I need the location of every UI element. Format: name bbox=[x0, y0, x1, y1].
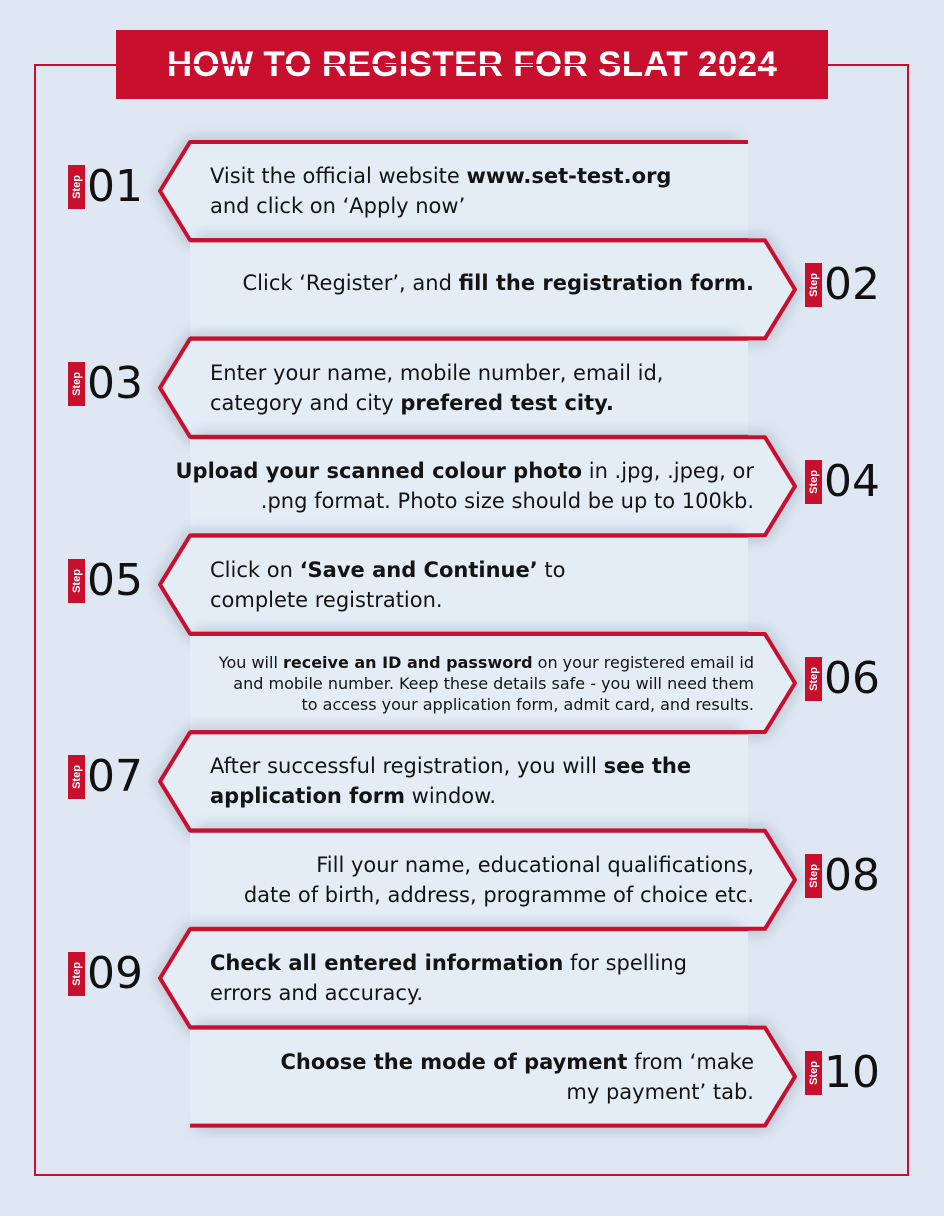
text-line bbox=[176, 486, 755, 516]
step-number: 03 bbox=[87, 357, 143, 409]
step-text-03 bbox=[210, 358, 663, 418]
bold-segment: fill the registration form. bbox=[458, 271, 754, 296]
bold-segment: www.set-test.org bbox=[466, 164, 672, 188]
step-tag bbox=[68, 559, 85, 603]
text-segment: for spelling bbox=[563, 951, 687, 976]
text-segment: to bbox=[537, 557, 566, 582]
text-line bbox=[244, 880, 754, 910]
step-label-06 bbox=[805, 653, 880, 704]
bold-segment: receive an ID and password bbox=[282, 652, 533, 672]
step-tag-text: Step bbox=[807, 667, 820, 691]
text-line bbox=[243, 268, 754, 298]
text-segment: complete registration. bbox=[210, 587, 443, 612]
step-tag-text: Step bbox=[807, 273, 820, 298]
step-number: 05 bbox=[87, 554, 143, 606]
text-line bbox=[219, 652, 754, 673]
text-segment: Click ‘Register’, and bbox=[242, 271, 459, 296]
step-number: 04 bbox=[824, 456, 880, 508]
step-tag bbox=[805, 854, 822, 898]
step-tag bbox=[68, 362, 85, 406]
step-label-01 bbox=[68, 161, 143, 212]
step-text-02 bbox=[243, 268, 754, 298]
step-tag bbox=[805, 263, 822, 307]
step-tag-text: Step bbox=[70, 765, 83, 790]
text-line bbox=[210, 191, 671, 221]
text-segment: and click on ‘Apply now’ bbox=[210, 194, 466, 218]
text-segment: You will bbox=[218, 652, 283, 672]
text-segment: to access your application form, admit card, and results. bbox=[301, 694, 754, 714]
text-line bbox=[210, 161, 671, 191]
step-tag-text: Step bbox=[807, 863, 820, 888]
step-number: 07 bbox=[87, 751, 143, 803]
text-line bbox=[280, 1077, 754, 1107]
step-text-04 bbox=[176, 456, 755, 516]
step-text-06 bbox=[219, 652, 754, 715]
step-tag bbox=[805, 657, 822, 701]
text-line bbox=[210, 751, 691, 781]
step-tag-text: Step bbox=[70, 962, 83, 987]
text-line bbox=[210, 555, 565, 585]
step-tag-text: Step bbox=[70, 175, 83, 199]
text-line bbox=[210, 388, 663, 418]
step-number: 10 bbox=[824, 1046, 880, 1098]
step-tag bbox=[68, 165, 85, 209]
step-number: 09 bbox=[87, 948, 143, 1000]
step-text-01 bbox=[210, 161, 671, 221]
step-text-05 bbox=[210, 555, 565, 615]
text-segment: in .jpg, .jpeg, or bbox=[582, 459, 754, 484]
text-line bbox=[210, 978, 687, 1008]
bold-segment: Check all entered information bbox=[210, 951, 564, 976]
step-tag-text: Step bbox=[70, 568, 83, 593]
text-line bbox=[280, 1047, 754, 1077]
step-label-08 bbox=[805, 849, 880, 901]
step-tag bbox=[68, 755, 85, 799]
step-text-09 bbox=[210, 948, 687, 1008]
text-line bbox=[176, 456, 755, 486]
step-tag bbox=[805, 1051, 822, 1095]
step-tag-text: Step bbox=[70, 371, 83, 396]
step-tag bbox=[68, 952, 85, 996]
text-segment: Enter your name, mobile number, email id, bbox=[210, 360, 664, 385]
step-text-07 bbox=[210, 751, 691, 811]
bold-segment: ‘Save and Continue’ bbox=[299, 557, 538, 582]
step-tag bbox=[805, 460, 822, 504]
bold-segment: see the bbox=[603, 754, 692, 779]
step-label-07 bbox=[68, 751, 143, 803]
step-tag-text: Step bbox=[807, 1060, 820, 1085]
text-segment: Visit the official website bbox=[210, 164, 467, 188]
text-line bbox=[219, 694, 754, 715]
page-title: HOW TO REGISTER FOR SLAT 2024 bbox=[166, 44, 778, 84]
text-segment: window. bbox=[404, 784, 497, 809]
text-segment: on your registered email id bbox=[532, 652, 754, 672]
text-segment: After successful registration, you will bbox=[210, 754, 604, 779]
text-line bbox=[210, 358, 663, 388]
text-segment: Fill your name, educational qualifications, bbox=[316, 852, 754, 877]
text-segment: Click on bbox=[210, 557, 300, 582]
step-label-05 bbox=[68, 554, 143, 606]
text-segment: .png format. Photo size should be up to 100kb. bbox=[260, 489, 754, 514]
text-line bbox=[210, 585, 565, 615]
bold-segment: Upload your scanned colour photo bbox=[175, 459, 583, 484]
step-tag-text: Step bbox=[807, 470, 820, 495]
step-label-03 bbox=[68, 357, 143, 409]
step-number: 01 bbox=[87, 161, 143, 212]
step-label-04 bbox=[805, 456, 880, 508]
text-segment: and mobile number. Keep these details safe - you will need them bbox=[233, 673, 754, 693]
text-segment: errors and accuracy. bbox=[210, 981, 424, 1006]
text-line bbox=[210, 948, 687, 978]
text-line bbox=[210, 781, 691, 811]
step-number: 02 bbox=[824, 259, 880, 311]
text-line bbox=[219, 673, 754, 694]
bold-segment: Choose the mode of payment bbox=[280, 1049, 628, 1074]
text-segment: my payment’ tab. bbox=[566, 1079, 754, 1104]
bold-segment: application form bbox=[210, 784, 405, 809]
bold-segment: prefered test city. bbox=[400, 390, 614, 415]
text-segment: date of birth, address, programme of choice etc. bbox=[243, 882, 754, 907]
step-label-09 bbox=[68, 948, 143, 1000]
step-label-02 bbox=[805, 259, 880, 311]
step-label-10 bbox=[805, 1046, 880, 1098]
step-text-08 bbox=[244, 850, 754, 910]
step-number: 08 bbox=[824, 849, 880, 901]
text-segment: from ‘make bbox=[627, 1049, 754, 1074]
step-number: 06 bbox=[824, 653, 880, 704]
text-line bbox=[244, 850, 754, 880]
text-segment: category and city bbox=[210, 390, 401, 415]
step-text-10 bbox=[280, 1047, 754, 1107]
